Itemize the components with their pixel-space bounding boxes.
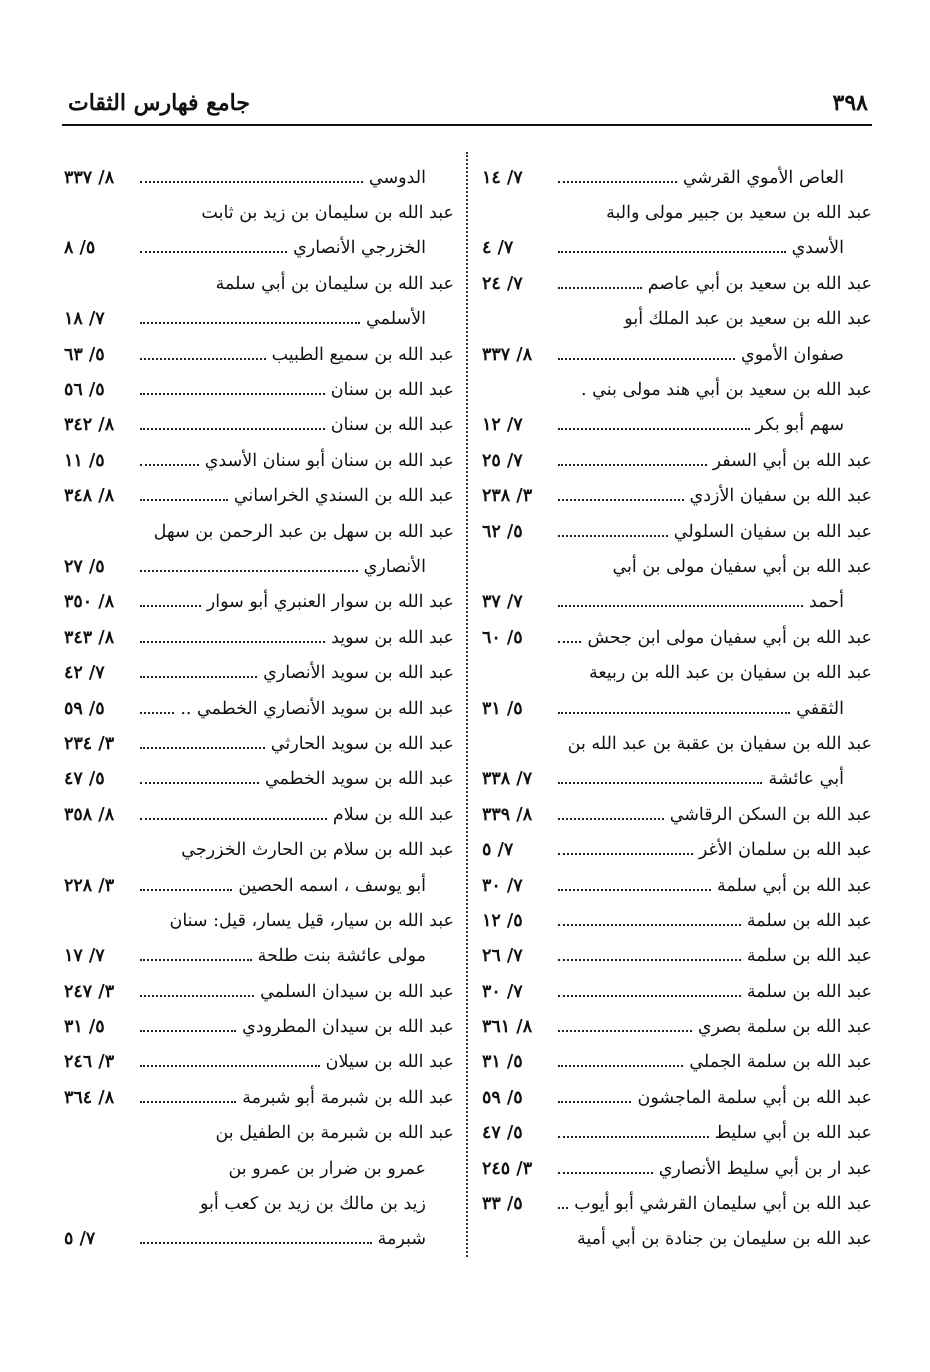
entry-name: عبد الله بن سويد الأنصاري (263, 663, 454, 684)
leader-dots (140, 959, 252, 961)
leader-dots (140, 889, 232, 891)
index-entry (482, 903, 872, 938)
entry-reference: ٥/ ٥٩ (482, 1087, 523, 1108)
index-entry (64, 372, 454, 407)
entry-name: عبد الله بن أبي سلمة الماجشون (637, 1087, 872, 1108)
leader-dots (140, 570, 358, 572)
entry-name: عبد الله بن أبي سلمة (717, 875, 872, 896)
index-entry (482, 1080, 872, 1115)
entry-reference: ٥/ ١١ (64, 450, 105, 471)
entry-name: عبد الله بن سفيان الأزدي (689, 486, 872, 507)
index-entry (64, 1186, 454, 1221)
entry-name: عبد الله بن أبي سفيان مولى بن أبي (612, 556, 872, 577)
index-entry (64, 655, 454, 690)
entry-name: عبد الله بن سلام (332, 804, 454, 825)
entry-reference: ٨/ ٣٦١ (482, 1017, 533, 1038)
entry-reference: ٥/ ٣١ (482, 698, 523, 719)
entry-name: عبد الله بن سلمان الأغر (698, 840, 872, 861)
leader-dots (140, 1065, 320, 1067)
entry-reference: ٥/ ٥٦ (64, 380, 105, 401)
leader-dots (558, 358, 735, 360)
entry-name: الخزرجي الأنصاري (293, 238, 426, 259)
entry-reference: ٧/ ١٢ (482, 415, 523, 436)
index-entry (482, 974, 872, 1009)
index-entry (64, 903, 454, 938)
entry-reference: ٣/ ٢٣٤ (64, 733, 115, 754)
leader-dots (558, 605, 803, 607)
entry-name: عبد الله بن سليمان بن أبي سلمة (215, 273, 454, 294)
entry-reference: ٥/ ٣١ (64, 1017, 105, 1038)
index-entry (482, 302, 872, 337)
leader-dots (558, 428, 750, 430)
index-entry (64, 585, 454, 620)
index-entry (64, 549, 454, 584)
entry-name: سهم أبو بكر (755, 415, 844, 436)
index-entry (482, 832, 872, 867)
page-number: ٣٩٨ (832, 90, 868, 116)
index-entry (64, 797, 454, 832)
entry-name: عبد الله بن سوار العنبري أبو سوار (206, 592, 454, 613)
index-entry (64, 514, 454, 549)
entry-name: عبد الله بن سلمة بصري (697, 1017, 872, 1038)
index-entry (64, 762, 454, 797)
entry-name: عبد الله بن السكن الرقاشي (669, 804, 872, 825)
entry-name: شبرمة (377, 1229, 426, 1250)
index-entry (482, 195, 872, 230)
leader-dots (140, 641, 325, 643)
entry-reference: ٣/ ٢٢٨ (64, 875, 115, 896)
leader-dots (558, 924, 741, 926)
entry-name: عبد الله بن سعيد بن أبي هند مولى بني . (581, 380, 872, 401)
entry-name: عبد الله بن سلمة (746, 910, 872, 931)
index-entry (64, 832, 454, 867)
leader-dots (140, 428, 325, 430)
leader-dots (140, 322, 360, 324)
index-entry (64, 620, 454, 655)
entry-name: عبد الله بن سلمة الجملي (689, 1052, 872, 1073)
leader-dots (558, 181, 677, 183)
entry-name: عبد الله بن سنان (330, 380, 454, 401)
leader-dots (558, 1065, 683, 1067)
index-entry (64, 939, 454, 974)
entry-name: عبد الله بن سيدان المطرودي (242, 1017, 454, 1038)
index-entry (64, 1009, 454, 1044)
leader-dots (140, 1030, 236, 1032)
entry-reference: ٥/ ٤٧ (482, 1123, 523, 1144)
entry-name: عبد الله بن سميع الطبيب (271, 344, 454, 365)
entry-name: عبد الله بن شبرمة بن الطفيل بن (215, 1123, 454, 1144)
entry-reference: ٧/ ٣٣٨ (482, 769, 533, 790)
entry-reference: ٨/ ٣٤٨ (64, 486, 115, 507)
entry-reference: ٧/ ٢٦ (482, 946, 523, 967)
index-entry (64, 443, 454, 478)
entry-reference: ٨/ ٣٦٤ (64, 1087, 115, 1108)
index-entry (482, 1186, 872, 1221)
entry-reference: ٥/ ٣٣ (482, 1194, 523, 1215)
leader-dots (140, 181, 363, 183)
entry-reference: ٧/ ٥ (64, 1229, 96, 1250)
leader-dots (140, 605, 201, 607)
entry-name: عبد الله بن سيدان السلمي (260, 981, 454, 1002)
entry-name: عبد الله بن سويد (331, 627, 454, 648)
entry-name: عبد الله بن أبي سفيان مولى ابن جحش (587, 627, 872, 648)
index-entry (64, 302, 454, 337)
index-entry (482, 514, 872, 549)
leader-dots (558, 251, 786, 253)
index-entry (482, 726, 872, 761)
leader-dots (558, 818, 664, 820)
entry-name: عبد ار بن أبي سليط الأنصاري (658, 1158, 872, 1179)
index-entry (482, 372, 872, 407)
index-entry (482, 408, 872, 443)
entry-reference: ٣/ ٢٣٨ (482, 486, 533, 507)
index-entry (482, 655, 872, 690)
entry-reference: ٥/ ٣١ (482, 1052, 523, 1073)
entry-reference: ٨/ ٣٣٧ (64, 167, 115, 188)
entry-reference: ٧/ ٣٠ (482, 875, 523, 896)
entry-name: الأسلمي (365, 309, 426, 330)
leader-dots (558, 1136, 709, 1138)
entry-name: عبد الله بن سنان (330, 415, 454, 436)
entry-reference: ٨/ ٣٥٠ (64, 592, 115, 613)
index-entry (482, 1009, 872, 1044)
leader-dots (558, 287, 642, 289)
entry-name: عبد الله بن سويد الأنصاري الخطمي .. (180, 698, 454, 719)
index-entry (482, 1116, 872, 1151)
entry-name: عبد الله بن سهل بن عبد الرحمن بن سهل (153, 521, 454, 542)
index-entry (64, 1045, 454, 1080)
entry-name: العاص الأموي القرشي (682, 167, 844, 188)
index-entry (482, 266, 872, 301)
entry-name: عبد الله بن سفيان بن عبد الله بن ربيعة (588, 663, 872, 684)
entry-name: أبو يوسف ، اسمه الحصين (238, 875, 426, 896)
index-entry (482, 1222, 872, 1257)
leader-dots (140, 499, 228, 501)
entry-name: عبد الله بن أبي سليط (714, 1123, 872, 1144)
index-column-left (64, 160, 454, 1257)
leader-dots (558, 499, 684, 501)
entry-name: الأسدي (791, 238, 844, 259)
index-entry (482, 160, 872, 195)
leader-dots (558, 1172, 653, 1174)
leader-dots (558, 1101, 631, 1103)
entry-reference: ٧/ ١٤ (482, 167, 523, 188)
leader-dots (140, 393, 325, 395)
entry-reference: ٧/ ٢٥ (482, 450, 523, 471)
entry-name: عبد الله بن السندي الخراساني (233, 486, 454, 507)
entry-reference: ٨/ ٣٤٣ (64, 627, 115, 648)
leader-dots (558, 1030, 692, 1032)
entry-reference: ٨/ ٣٣٧ (482, 344, 533, 365)
entry-name: عبد الله بن سعيد بن جبير مولى والبة (606, 203, 872, 224)
index-entry (482, 479, 872, 514)
leader-dots (140, 358, 266, 360)
index-entry (482, 762, 872, 797)
index-entry (64, 408, 454, 443)
leader-dots (558, 712, 790, 714)
leader-dots (558, 889, 711, 891)
leader-dots (558, 535, 668, 537)
index-entry (64, 1151, 454, 1186)
entry-name: عبد الله بن سلام بن الحارث الخزرجي (181, 840, 454, 861)
entry-name: مولى عائشة بنت طلحة (257, 946, 426, 967)
index-entry (482, 337, 872, 372)
entry-name: عبد الله بن سلمة (746, 946, 872, 967)
index-entry (64, 160, 454, 195)
entry-reference: ٣/ ٢٤٦ (64, 1052, 115, 1073)
entry-reference: ٧/ ٢٤ (482, 273, 523, 294)
index-entry (482, 620, 872, 655)
entry-reference: ٥/ ٦٣ (64, 344, 105, 365)
entry-name: عبد الله بن سويد الخطمي (264, 769, 454, 790)
entry-reference: ٣/ ٢٤٧ (64, 981, 115, 1002)
index-entry (64, 266, 454, 301)
index-entry (64, 337, 454, 372)
entry-reference: ٥/ ٤٧ (64, 769, 105, 790)
index-entry (482, 443, 872, 478)
entry-name: صفوان الأموي (741, 344, 844, 365)
entry-reference: ٧/ ٥ (482, 840, 514, 861)
entry-reference: ٨/ ٣٥٨ (64, 804, 115, 825)
index-column-right (482, 160, 872, 1257)
entry-reference: ٥/ ١٢ (482, 910, 523, 931)
index-entry (482, 549, 872, 584)
entry-reference: ٨/ ٣٣٩ (482, 804, 533, 825)
entry-name: الأنصاري (363, 556, 426, 577)
index-entry (64, 974, 454, 1009)
entry-reference: ٨/ ٣٤٢ (64, 415, 115, 436)
entry-reference: ٧/ ١٧ (64, 946, 105, 967)
entry-name: عبد الله بن سعيد بن عبد الملك أبو (624, 309, 872, 330)
entry-name: الثقفي (796, 698, 844, 719)
index-entry (64, 1222, 454, 1257)
index-entry (64, 726, 454, 761)
entry-reference: ٥/ ٥٩ (64, 698, 105, 719)
index-entry (482, 1151, 872, 1186)
entry-reference: ٧/ ٣٧ (482, 592, 523, 613)
entry-name: عمرو بن ضرار بن عمرو بن (228, 1158, 426, 1179)
entry-name: عبد الله بن سليمان بن جنادة بن أبي أمية (576, 1229, 872, 1250)
leader-dots (558, 995, 741, 997)
leader-dots (140, 818, 327, 820)
column-divider (466, 152, 468, 1257)
entry-reference: ٥/ ٨ (64, 238, 96, 259)
leader-dots (558, 959, 741, 961)
leader-dots (558, 782, 762, 784)
leader-dots (140, 1242, 372, 1244)
entry-name: أحمد (809, 592, 844, 613)
leader-dots (140, 1101, 236, 1103)
leader-dots (558, 853, 693, 855)
leader-dots (140, 747, 265, 749)
entry-name: أبي عائشة (768, 769, 844, 790)
entry-name: عبد الله بن سعيد بن أبي عاصم (647, 273, 872, 294)
index-entry (482, 585, 872, 620)
entry-reference: ٧/ ٤ (482, 238, 514, 259)
index-entry (64, 479, 454, 514)
entry-reference: ٥/ ٦٢ (482, 521, 523, 542)
index-entry (482, 797, 872, 832)
entry-name: عبد الله بن شبرمة أبو شبرمة (242, 1087, 454, 1108)
book-title: جامع فهارس الثقات (68, 90, 250, 116)
index-entry (482, 868, 872, 903)
entry-reference: ٣/ ٢٤٥ (482, 1158, 533, 1179)
leader-dots (140, 995, 254, 997)
leader-dots (558, 641, 581, 643)
index-entry (64, 231, 454, 266)
entry-name: عبد الله بن سفيان السلولي (673, 521, 872, 542)
entry-name: عبد الله بن أبي سليمان القرشي أبو أيوب (574, 1194, 872, 1215)
index-entry (64, 1116, 454, 1151)
leader-dots (558, 464, 707, 466)
entry-name: عبد الله بن سلمة (746, 981, 872, 1002)
leader-dots (140, 676, 257, 678)
leader-dots (140, 782, 259, 784)
entry-name: عبد الله بن سفيان بن عقبة بن عبد الله بن (567, 733, 872, 754)
entry-name: الدوسي (368, 167, 426, 188)
entry-name: عبد الله بن أبي السفر (712, 450, 872, 471)
index-entry (482, 231, 872, 266)
entry-name: عبد الله بن سليمان بن زيد بن ثابت (201, 203, 454, 224)
entry-reference: ٥/ ٢٧ (64, 556, 105, 577)
index-entry (64, 868, 454, 903)
index-entry (64, 691, 454, 726)
entry-reference: ٧/ ١٨ (64, 309, 105, 330)
leader-dots (140, 712, 174, 714)
leader-dots (558, 1207, 568, 1209)
page-header (62, 88, 872, 126)
entry-name: عبد الله بن سيلان (325, 1052, 454, 1073)
index-entry (64, 1080, 454, 1115)
entry-reference: ٧/ ٣٠ (482, 981, 523, 1002)
leader-dots (140, 251, 287, 253)
entry-reference: ٥/ ٦٠ (482, 627, 523, 648)
entry-name: عبد الله بن سيار، قيل يسار، قيل: سنان (169, 910, 454, 931)
entry-name: عبد الله بن سويد الحارثي (270, 733, 454, 754)
index-entry (482, 1045, 872, 1080)
index-entry (482, 939, 872, 974)
leader-dots (140, 464, 199, 466)
entry-reference: ٧/ ٤٢ (64, 663, 105, 684)
entry-name: عبد الله بن سنان أبو سنان الأسدي (204, 450, 454, 471)
index-entry (482, 691, 872, 726)
entry-name: زيد بن مالك بن زيد بن كعب أبو (199, 1194, 426, 1215)
index-entry (64, 195, 454, 230)
